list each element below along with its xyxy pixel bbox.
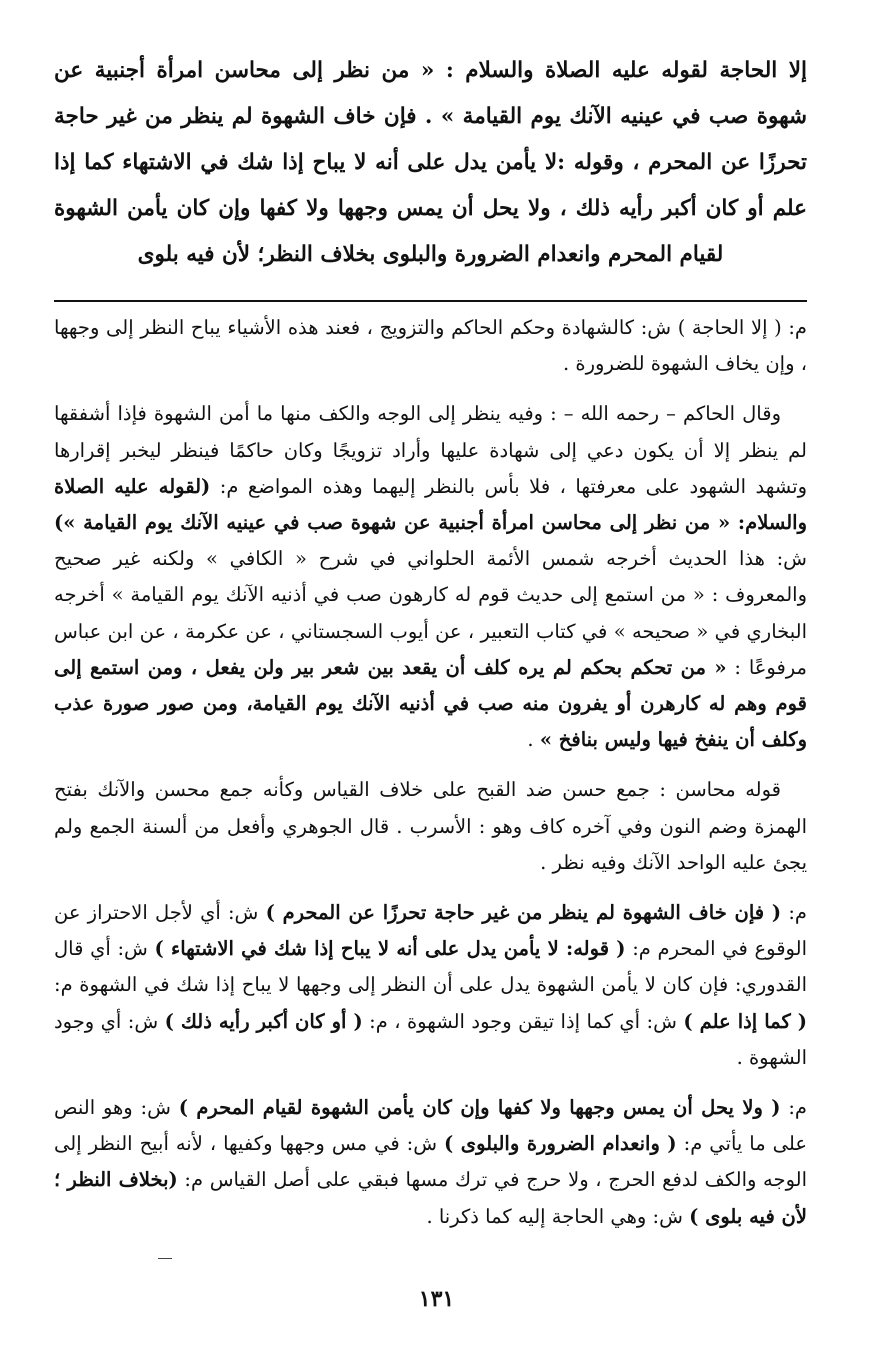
sharh-text: . (527, 728, 540, 752)
quoted-matn: ( كما إذا علم ) (683, 1009, 807, 1033)
quoted-matn: ( قوله: لا يأمن يدل على أنه لا يباح إذا شك في الاشتهاء ) (154, 937, 626, 961)
page-number: ١٣١ (418, 1286, 455, 1312)
quoted-matn: ( ولا يحل أن يمس وجهها ولا كفها وإن كان يأمن الشهوة لقيام المحرم ) (178, 1096, 781, 1120)
sharh-paragraph-1: م: ( إلا الحاجة ) ش: كالشهادة وحكم الحاكم والتزويج ، فعند هذه الأشياء يباح النظر إلى وجهها ، وإن يخاف الشهوة للضرورة . (54, 316, 807, 376)
sharh-text: وقال الحاكم – رحمه الله – : وفيه ينظر إلى الوجه والكف منها ما أمن الشهوة فإذا أشفقها لم ينظر إلا أن يكون دعي إلى شهادة عليها وأراد تزويجًا وكان حاكمًا فينظر ليخبر إقرارها وتشهد الشهود على معرفتها ، فلا بأس بالنظر إليهما وهذه المواضع م: (54, 402, 807, 498)
sharh-paragraph-4 (54, 895, 807, 1076)
quoted-matn: (بخلاف النظر ؛ لأن فيه بلوى ) (54, 1168, 807, 1228)
sharh-text: م: (781, 901, 808, 925)
sharh-paragraph-2 (54, 396, 807, 758)
quoted-matn: ( وانعدام الضرورة والبلوى ) (444, 1132, 677, 1156)
quoted-matn: ( أو كان أكبر رأيه ذلك ) (164, 1009, 363, 1033)
matn-text: إلا الحاجة لقوله عليه الصلاة والسلام : « من نظر إلى محاسن امرأة أجنبية عن شهوة صب في عينيه الآنك يوم القيامة » . فإن خاف الشهوة لم ينظر من غير حاجة تحرزًا عن المحرم ، وقوله :لا يأمن يدل على أنه لا يباح إذا شك في الاشتهاء كما إذا علم أو كان أكبر رأيه ذلك ، ولا يحل أن يمس وجهها ولا كفها وإن كان يأمن الشهوة لقيام المحرم وانعدام الضرورة والبلوى بخلاف النظر؛ لأن فيه بلوى (54, 58, 807, 267)
sharh-paragraph-3: قوله محاسن : جمع حسن ضد القبح على خلاف القياس وكأنه جمع محسن والآنك بفتح الهمزة وضم النون وفي آخره كاف وهو : الأسرب . قال الجوهري وأفعل من ألسنة الجمع ولم يجئ عليه الواحد الآنك وفيه نظر . (54, 778, 807, 874)
sharh-text: ش: أي كما إذا تيقن وجود الشهوة ، م: (362, 1009, 684, 1033)
sharh-text: ش: وهو النص على ما يأتي م: (54, 1096, 807, 1156)
sharh-text: ش: في مس وجهها وكفيها ، لأنه أبيح النظر إلى الوجه والكف لدفع الحرج ، ولا حرج في ترك مسها فبقي على أصل القياس م: (54, 1132, 808, 1192)
sharh-text: ش: أي وجود الشهوة . (54, 1009, 807, 1069)
quoted-matn: (لقوله عليه الصلاة والسلام: « من نظر إلى محاسن امرأة أجنبية عن شهوة صب في عينيه الآنك يوم القيامة ») (54, 474, 807, 535)
separator-rule (54, 300, 807, 302)
sharh-text: ش: أي قال القدوري: فإن كان لا يأمن الشهوة يدل على أن النظر إلى وجهها لا يباح إذا شك في الشهوة م: (54, 937, 807, 997)
sharh-paragraph-5 (54, 1090, 807, 1235)
sharh-text: ش: أي لأجل الاحتراز عن الوقوع في المحرم م: (54, 901, 807, 961)
sharh-text: ش: وهي الحاجة إليه كما ذكرنا . (426, 1204, 690, 1228)
sharh-text: ش: هذا الحديث أخرجه شمس الأئمة الحلواني في شرح « الكافي » ولكنه غير صحيح والمعروف : « من استمع إلى حديث قوم له كارهون صب في أذنيه الآنك يوم القيامة » أخرجه البخاري في « صحيحه » في كتاب التعبير ، عن أيوب السجستاني ، عن عكرمة ، عن ابن عباس مرفوعًا : (54, 547, 807, 679)
stray-mark (158, 1258, 172, 1259)
sharh-text: م: (780, 1096, 807, 1120)
hadith-quote: « من تحكم بحكم لم يره كلف أن يقعد بين شعر بير ولن يفعل ، ومن استمع إلى قوم وهم له كارهرن أو يفرون منه صب في أذنيه الآنك يوم القيامة، ومن صور صورة عذب وكلف أن ينفخ فيها وليس بنافخ » (54, 655, 807, 752)
quoted-matn: ( فإن خاف الشهوة لم ينظر من غير حاجة تحرزًا عن المحرم ) (265, 901, 782, 925)
sharh-commentary (54, 310, 807, 1235)
